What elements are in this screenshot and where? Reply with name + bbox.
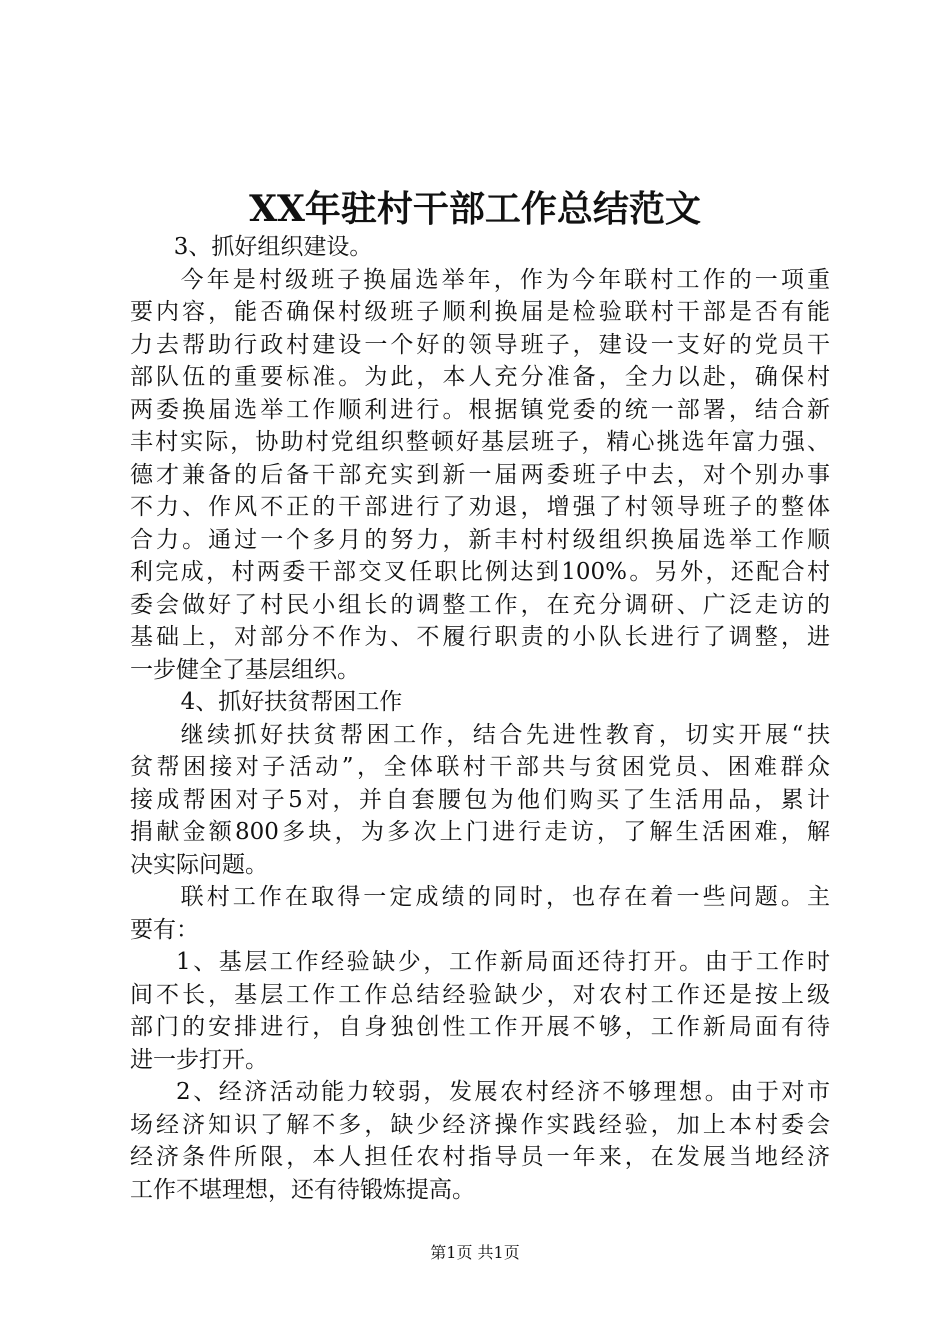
body-text-line: 贫帮困接对子活动”，全体联村干部共与贫困党员、困难群众 (130, 754, 830, 780)
body-text-line: 两委换届选举工作顺利进行。根据镇党委的统一部署，结合新 (130, 396, 830, 423)
body-text-line: 要有： (130, 916, 199, 943)
body-text-line: 利完成，村两委干部交叉任职比例达到100%。另外，还配合村 (130, 559, 830, 585)
body-text-line: 间不长，基层工作工作总结经验缺少，对农村工作还是按上级 (130, 981, 830, 1008)
body-text-line: 1、基层工作经验缺少，工作新局面还待打开。由于工作时 (176, 949, 830, 975)
document-title: XX年驻村干部工作总结范文 (249, 188, 701, 230)
body-text-line: 继续抓好扶贫帮困工作，结合先进性教育，切实开展“扶 (180, 721, 830, 748)
body-text-line: 经济条件所限，本人担任农村指导员一年来，在发展当地经济 (130, 1144, 830, 1170)
body-text-line: 部队伍的重要标准。为此，本人充分准备，全力以赴，确保村 (130, 364, 830, 390)
body-text-line: 不力、作风不正的干部进行了劝退，增强了村领导班子的整体 (130, 494, 830, 520)
body-text-line: 丰村实际，协助村党组织整顿好基层班子，精心挑选年富力强、 (130, 429, 830, 455)
page-footer: 第1页 共1页 (430, 1243, 520, 1262)
body-text-line: 要内容，能否确保村级班子顺利换届是检验联村干部是否有能 (130, 299, 830, 325)
body-text-line: 工作不堪理想，还有待锻炼提高。 (130, 1176, 475, 1203)
body-text-line: 基础上，对部分不作为、不履行职责的小队长进行了调整，进 (130, 624, 830, 650)
body-text-line: 联村工作在取得一定成绩的同时，也存在着一些问题。主 (180, 884, 830, 910)
body-text-line: 捐献金额800多块，为多次上门进行走访，了解生活困难，解 (130, 819, 830, 845)
body-text-line: 力去帮助行政村建设一个好的领导班子，建设一支好的党员干 (130, 331, 830, 358)
body-text-line: 进一步打开。 (130, 1046, 268, 1073)
document-body (130, 231, 830, 1206)
body-text-line: 2、经济活动能力较弱，发展农村经济不够理想。由于对市 (176, 1079, 830, 1105)
body-text-line: 今年是村级班子换届选举年，作为今年联村工作的一项重 (180, 266, 830, 293)
body-text-line: 接成帮困对子5对，并自套腰包为他们购买了生活用品，累计 (130, 786, 830, 813)
body-text-line: 决实际问题。 (130, 851, 268, 878)
body-text-line: 部门的安排进行，自身独创性工作开展不够，工作新局面有待 (130, 1014, 830, 1040)
body-text-line: 3、抓好组织建设。 (173, 234, 373, 260)
body-text-line: 委会做好了村民小组长的调整工作，在充分调研、广泛走访的 (130, 591, 830, 618)
body-text-line: 场经济知识了解不多，缺少经济操作实践经验，加上本村委会 (130, 1111, 830, 1138)
body-text-line: 一步健全了基层组织。 (130, 656, 360, 683)
body-text-line: 德才兼备的后备干部充实到新一届两委班子中去，对个别办事 (130, 461, 830, 488)
body-text-line: 4、抓好扶贫帮困工作 (180, 689, 403, 715)
body-text-line: 合力。通过一个多月的努力，新丰村村级组织换届选举工作顺 (130, 526, 830, 553)
